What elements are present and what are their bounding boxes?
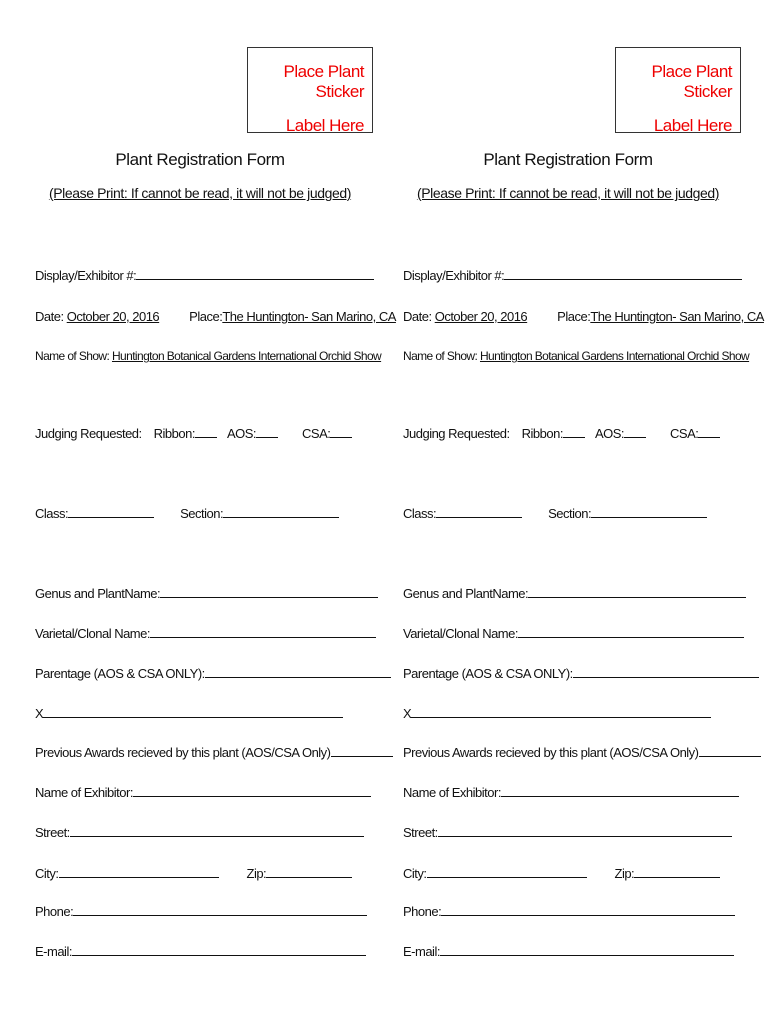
cross-row: [35, 706, 343, 721]
email-row: [35, 944, 366, 959]
cross-label: X: [35, 706, 44, 721]
csa-label: CSA:: [302, 426, 331, 441]
display-exhibitor-label: Display/Exhibitor #:: [35, 268, 137, 283]
parentage-field[interactable]: [205, 666, 391, 678]
show-value: Huntington Botanical Gardens International Orchid Show: [479, 349, 750, 363]
date-value: October 20, 2016: [66, 309, 160, 324]
class-section-row: [35, 506, 339, 521]
place-label: Place:: [189, 309, 223, 324]
city-label: City:: [403, 866, 427, 881]
genus-label: Genus and PlantName:: [35, 586, 161, 601]
registration-form-right: [403, 0, 763, 1024]
aos-label: AOS:: [226, 426, 257, 441]
sticker-line-2: Label Here: [285, 116, 364, 135]
aos-field[interactable]: [624, 426, 646, 438]
place-value: The Huntington- San Marino, CA: [222, 309, 396, 324]
previous-awards-row: [403, 745, 761, 760]
judging-row: [403, 426, 720, 441]
show-label: Name of Show:: [403, 349, 478, 363]
judging-label: Judging Requested:: [35, 426, 142, 441]
date-label: Date:: [403, 309, 432, 324]
email-label: E-mail:: [403, 944, 440, 959]
parentage-field[interactable]: [573, 666, 759, 678]
show-name-row: [35, 349, 381, 363]
display-exhibitor-row: [35, 268, 374, 283]
email-label: E-mail:: [35, 944, 72, 959]
email-field[interactable]: [72, 944, 366, 956]
ribbon-label: Ribbon:: [153, 426, 195, 441]
street-row: [403, 825, 732, 840]
class-field[interactable]: [436, 506, 522, 518]
phone-row: [35, 904, 367, 919]
genus-label: Genus and PlantName:: [403, 586, 529, 601]
street-field[interactable]: [438, 825, 732, 837]
ribbon-field[interactable]: [563, 426, 585, 438]
registration-form-left: [35, 0, 395, 1024]
show-value: Huntington Botanical Gardens International Orchid Show: [111, 349, 382, 363]
exhibitor-name-label: Name of Exhibitor:: [35, 785, 133, 800]
city-field[interactable]: [59, 866, 219, 878]
class-label: Class:: [35, 506, 69, 521]
exhibitor-name-label: Name of Exhibitor:: [403, 785, 501, 800]
street-label: Street:: [35, 825, 70, 840]
previous-awards-field[interactable]: [699, 745, 761, 757]
city-zip-row: [403, 866, 720, 881]
phone-label: Phone:: [403, 904, 442, 919]
class-section-row: [403, 506, 707, 521]
exhibitor-name-field[interactable]: [501, 785, 739, 797]
phone-field[interactable]: [441, 904, 735, 916]
place-label: Place:: [557, 309, 591, 324]
section-field[interactable]: [223, 506, 339, 518]
previous-awards-field[interactable]: [331, 745, 393, 757]
date-place-row: [35, 309, 396, 324]
zip-field[interactable]: [634, 866, 720, 878]
previous-awards-row: [35, 745, 393, 760]
date-place-row: [403, 309, 764, 324]
display-exhibitor-field[interactable]: [136, 268, 374, 280]
judging-row: [35, 426, 352, 441]
city-label: City:: [35, 866, 59, 881]
date-label: Date:: [35, 309, 64, 324]
parentage-label: Parentage (AOS & CSA ONLY):: [35, 666, 205, 681]
email-row: [403, 944, 734, 959]
sticker-line-1: Place Plant Sticker: [651, 62, 732, 101]
form-title: Plant Registration Form: [483, 150, 653, 169]
sticker-placeholder-box: [247, 47, 373, 133]
section-label: Section:: [180, 506, 224, 521]
ribbon-label: Ribbon:: [521, 426, 563, 441]
cross-field[interactable]: [43, 706, 343, 718]
aos-field[interactable]: [256, 426, 278, 438]
zip-field[interactable]: [266, 866, 352, 878]
phone-field[interactable]: [73, 904, 367, 916]
varietal-field[interactable]: [150, 626, 376, 638]
previous-awards-label: Previous Awards recieved by this plant (AOS/CSA Only): [35, 745, 331, 760]
parentage-row: [403, 666, 759, 681]
cross-field[interactable]: [411, 706, 711, 718]
phone-label: Phone:: [35, 904, 74, 919]
sticker-line-2: Label Here: [653, 116, 732, 135]
display-exhibitor-row: [403, 268, 742, 283]
csa-field[interactable]: [330, 426, 352, 438]
street-row: [35, 825, 364, 840]
show-label: Name of Show:: [35, 349, 110, 363]
genus-row: [403, 586, 746, 601]
display-exhibitor-field[interactable]: [504, 268, 742, 280]
street-label: Street:: [403, 825, 438, 840]
csa-field[interactable]: [698, 426, 720, 438]
varietal-label: Varietal/Clonal Name:: [35, 626, 150, 641]
city-field[interactable]: [427, 866, 587, 878]
class-label: Class:: [403, 506, 437, 521]
subtitle-text: (Please Print: If cannot be read, it will not be judged): [416, 185, 720, 201]
phone-row: [403, 904, 735, 919]
show-name-row: [403, 349, 749, 363]
aos-label: AOS:: [594, 426, 625, 441]
form-subtitle: [403, 185, 733, 201]
place-value: The Huntington- San Marino, CA: [590, 309, 764, 324]
ribbon-field[interactable]: [195, 426, 217, 438]
varietal-row: [35, 626, 376, 641]
genus-row: [35, 586, 378, 601]
zip-label: Zip:: [614, 866, 635, 881]
cross-row: [403, 706, 711, 721]
class-field[interactable]: [68, 506, 154, 518]
form-subtitle: [35, 185, 365, 201]
email-field[interactable]: [440, 944, 734, 956]
section-field[interactable]: [591, 506, 707, 518]
exhibitor-name-field[interactable]: [133, 785, 371, 797]
section-label: Section:: [548, 506, 592, 521]
display-exhibitor-label: Display/Exhibitor #:: [403, 268, 505, 283]
exhibitor-name-row: [403, 785, 739, 800]
varietal-field[interactable]: [518, 626, 744, 638]
form-title: Plant Registration Form: [115, 150, 285, 169]
genus-field[interactable]: [528, 586, 746, 598]
zip-label: Zip:: [246, 866, 267, 881]
date-value: October 20, 2016: [434, 309, 528, 324]
varietal-label: Varietal/Clonal Name:: [403, 626, 518, 641]
previous-awards-label: Previous Awards recieved by this plant (AOS/CSA Only): [403, 745, 699, 760]
parentage-row: [35, 666, 391, 681]
city-zip-row: [35, 866, 352, 881]
street-field[interactable]: [70, 825, 364, 837]
csa-label: CSA:: [670, 426, 699, 441]
sticker-line-1: Place Plant Sticker: [283, 62, 364, 101]
parentage-label: Parentage (AOS & CSA ONLY):: [403, 666, 573, 681]
judging-label: Judging Requested:: [403, 426, 510, 441]
exhibitor-name-row: [35, 785, 371, 800]
genus-field[interactable]: [160, 586, 378, 598]
sticker-placeholder-box: [615, 47, 741, 133]
varietal-row: [403, 626, 744, 641]
subtitle-text: (Please Print: If cannot be read, it will not be judged): [48, 185, 352, 201]
cross-label: X: [403, 706, 412, 721]
